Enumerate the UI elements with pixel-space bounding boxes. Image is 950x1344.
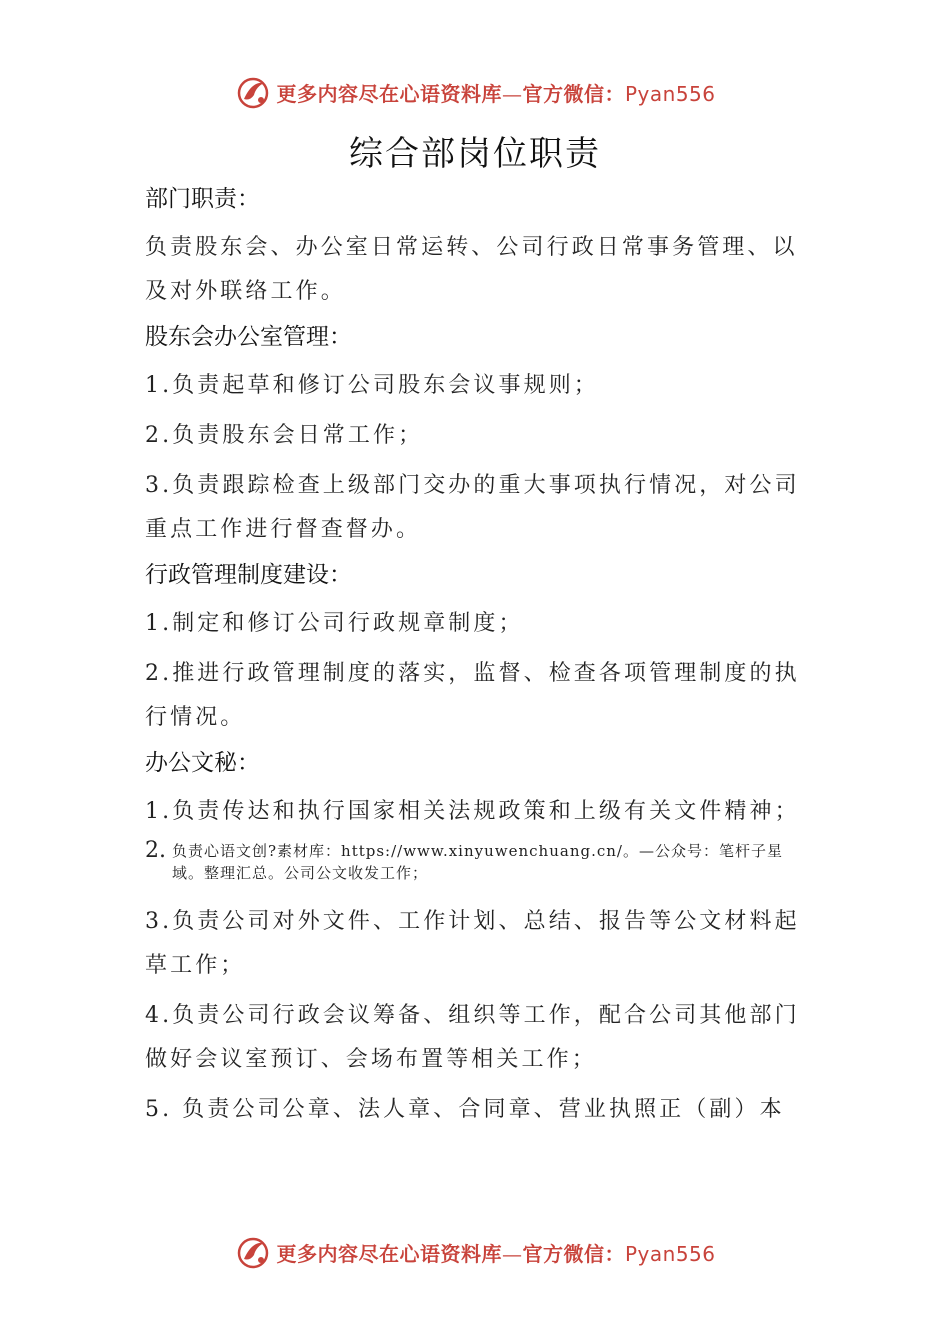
seal-logo-icon [234, 1233, 272, 1271]
secretary-item-5: 5. 负责公司公章、法人章、合同章、营业执照正（副）本 [145, 1097, 785, 1122]
seal-logo-icon [234, 73, 272, 111]
section-heading-admin: 行政管理制度建设： [145, 562, 352, 588]
banner-text: 更多内容尽在心语资料库—官方微信：Pyan556 [276, 81, 716, 106]
secretary-item-3: 3.负责公司对外文件、工作计划、总结、报告等公文材料起草工作； [145, 909, 800, 978]
footer-banner [0, 1230, 950, 1274]
secretary-item-4: 4.负责公司行政会议筹备、组织等工作，配合公司其他部门做好会议室预订、会场布置等相关工作； [145, 1003, 800, 1072]
secretary-item-1: 1.负责传达和执行国家相关法规政策和上级有关文件精神； [145, 799, 800, 824]
secretary-item-2-number: 2. [145, 838, 166, 863]
document-body [145, 182, 810, 1138]
section-heading-secretary: 办公文秘： [145, 750, 260, 776]
admin-item-1: 1.制定和修订公司行政规章制度； [145, 611, 524, 636]
banner-text: 更多内容尽在心语资料库—官方微信：Pyan556 [276, 1241, 716, 1266]
section-heading-shareholder: 股东会办公室管理： [145, 324, 352, 350]
shareholder-item-1: 1.负责起草和修订公司股东会议事规则； [145, 373, 599, 398]
secretary-item-2-text: 负责心语文创?素材库：https://www.xinyuwenchuang.cn/。—公众号：笔杆子星域。整理汇总。公司公文收发工作； [172, 842, 783, 882]
admin-item-2: 2.推进行政管理制度的落实，监督、检查各项管理制度的执行情况。 [145, 661, 800, 730]
header-banner [0, 70, 950, 114]
shareholder-item-3: 3.负责跟踪检查上级部门交办的重大事项执行情况，对公司重点工作进行督查督办。 [145, 473, 800, 542]
section-heading-dept: 部门职责： [145, 186, 260, 212]
page-title: 综合部岗位职责 [349, 134, 601, 174]
secretary-item-2 [145, 840, 810, 884]
shareholder-item-2: 2.负责股东会日常工作； [145, 423, 424, 448]
dept-description: 负责股东会、办公室日常运转、公司行政日常事务管理、以及对外联络工作。 [145, 235, 798, 304]
